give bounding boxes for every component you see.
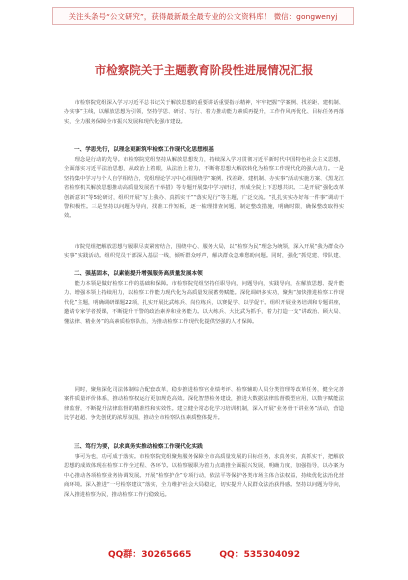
section-heading-3: 三、笃行为要，以求真务实推动检察工作现代化实践 <box>74 444 203 450</box>
promo-banner[interactable] <box>52 7 354 25</box>
qq-group-label: QQ群：30265665 <box>107 550 192 560</box>
section-2-paragraph-2: 同时，聚焦深化司法体制综合配套改革，稳步推进检察官业绩考评、检察辅助人员分类管理等改革任务，健全完善案件质量评价体系，推动检察权运行更加规范高效。深化智慧检务建设，推进大数据法律监督模型应用，以数字赋能法律监督，不断提升法律监督的精准性和实效性。建立健全常态化学习培训机制，深入开展“业务骨干讲业务”活动，营造比学赶超、争先创优的浓厚氛围，推动全市检察队伍素质整体提升。 <box>64 387 344 422</box>
intro-paragraph: 市检察院党组深入学习习近平总书记关于解放思想的重要讲话重要指示精神，牢牢把握“学案例、找差距、建机制、办实事”主线，以解放思想为引领，坚持学思、研讨、写行、着力推动能力素质再提升，工作作风再优化、目标任务再落实，全力服务保障全市振兴发展和现代化强市建设。 <box>64 100 344 125</box>
section-3-paragraph-1: 事可为也，功可成于落实。市检察院党组聚焦服务保障全市高质量发展的目标任务，求真务实，真抓实干，把解放思想的成效体现在检察工作全过程、各环节。以检察履职为着力点助推全面振兴发展，明确力度，加强指导，以办案为中心推动各项检察业务协调发展。开展“检察护企”专项行动，依法平等保护各类市场主体合法权益，持续优化法治化营商环境。深入推进“一号检察建议”落实，全力维护社会大局稳定，切实提升人民群众法治获得感。坚持以问题为导向，深入推进检察为民，推动检察工作行稳致远。 <box>64 454 344 498</box>
section-heading-1: 一、学思先行，以理念更新筑牢检察工作现代化思想根基 <box>74 147 214 153</box>
document-title: 市检察院关于主题教育阶段性进展情况汇报 <box>94 63 314 77</box>
promo-banner-text: 关注头条号“公文研究”，获得最新最全最专业的公文资料库！ 微信：gongwenyj <box>68 11 338 21</box>
section-1-paragraph-2: 市院党组把解放思想与履职尽责紧密结合，围绕中心、服务大局，以“检察为民”理念为统领，深入开展“我为群众办实事”实践活动。组织党员干部深入基层一线，倾听群众呼声，解决群众急难愁盼问题。同时，强化“抓党建、带队建、 <box>64 244 344 260</box>
qq-label: QQ：535304092 <box>219 550 301 560</box>
contact-footer <box>0 547 408 561</box>
section-2-paragraph-1: 能力本领是做好检察工作的基础和保障。市检察院党组坚持任职导向，问题导向，实践导向，在解放思想、提升能力、增强本领上持续用力，以检察工作能力现代化为高质量发展蓄势赋能。深化调研多实功，聚焦“加快推进检察工作现代化”主题，明确调研课题22项，扎实开展比武练兵、岗位练兵，以赛促学、以学促干。组织开展业务培训和专题讲座，邀请专家学者授课，不断提升干警的政治素养和业务能力。以大练兵、大比武为抓手，着力打造一支“讲政治、顾大局、懂法律、精业务”的高素质检察队伍，为推动检察工作现代化提供坚强的人才保障。 <box>64 281 344 325</box>
section-1-paragraph-1: 理念是行动的先导。市检察院党组坚持从解放思想发力，持续深入学习贯彻习近平新时代中国特色社会主义思想，全面落实习近平法治思想，从政治上着眼，从法治上着力，不断将思想大解放转化为检察工作现代化的强大动力。一是坚持集中学习与个人自学相结合，党组理论学习中心组围绕学“案例、找差距、建机制、办实事”活动实施方案、《黑龙江省检察机关解放思想推动高质量发展若干举措》等专题开展集中学习研讨，形成全院上下思想共识。二是开展“强化改革创新意识”等5轮研讨，组织开展“写上我办、真抓实干”“落实见行”等主题，广泛交流。“扎扎实实办好每一件事”调动干警积极性。三是坚持以问题为导向，找准工作短板，逐一梳理排查问题，制定整改措施，明确时限，确保整改取得实效。 <box>64 157 344 220</box>
section-heading-2: 二、强基固本，以素能提升增强服务高质量发展本领 <box>74 271 203 277</box>
